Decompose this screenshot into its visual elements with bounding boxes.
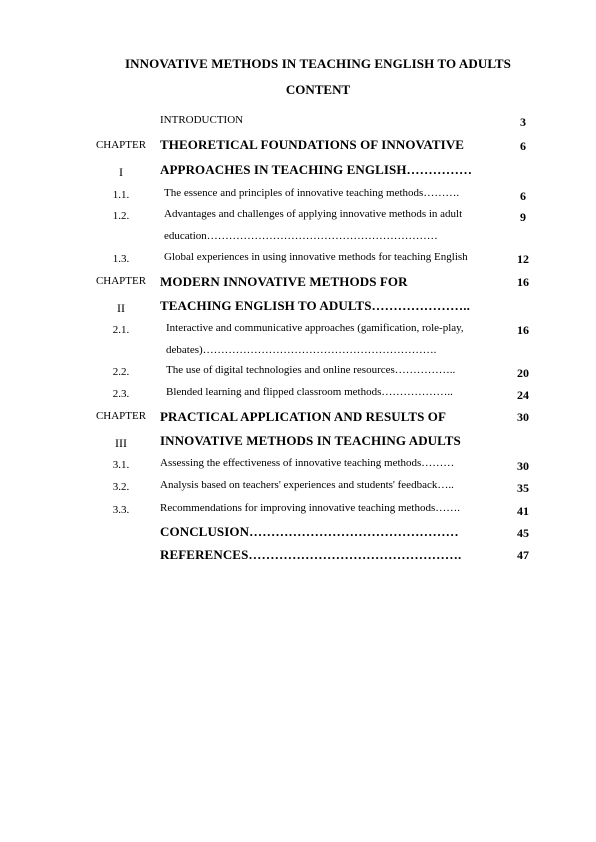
page-number-references: 47 [517,548,529,562]
chapter-label-1 [88,137,154,182]
toc-entry-references[interactable]: REFERENCES…………………………………………. [160,547,462,562]
chapter-numeral: III [115,436,127,450]
page-number-section-2-1: 16 [517,323,529,337]
toc-entry-section-1-2-line1[interactable]: Advantages and challenges of applying innovative methods in adult [164,208,463,220]
page-number-section-1-1: 6 [520,189,526,203]
toc-entry-section-2-1-line1[interactable]: Interactive and communicative approaches (gamification, role-play, [166,322,464,334]
page-number-introduction: 3 [520,115,526,129]
toc-entry-section-2-2[interactable]: The use of digital technologies and online resources…………….. [166,364,456,376]
page-number-section-2-2: 20 [517,366,529,380]
page-number-chapter-3: 30 [517,410,529,424]
toc-entry-section-2-1-line2[interactable]: debates)………………………………………………………. [166,344,437,356]
page-number-section-1-3: 12 [517,252,529,266]
page-number-section-2-3: 24 [517,388,529,402]
document-title: INNOVATIVE METHODS IN TEACHING ENGLISH TO ADULTS [124,56,511,71]
contents-heading: CONTENT [285,82,351,97]
toc-entry-chapter-2-line1[interactable]: MODERN INNOVATIVE METHODS FOR [160,274,408,289]
chapter-label-3 [88,408,154,453]
toc-entry-chapter-2-line2[interactable]: TEACHING ENGLISH TO ADULTS………………….. [160,298,470,313]
toc-entry-section-3-2[interactable]: Analysis based on teachers' experiences and students' feedback….. [160,479,454,491]
toc-entry-section-1-2-line2[interactable]: education……………………………………………………… [164,230,438,242]
toc-entry-introduction[interactable]: INTRODUCTION [160,114,244,126]
toc-entry-conclusion[interactable]: CONCLUSION………………………………………… [160,524,459,539]
toc-entry-section-1-1[interactable]: The essence and principles of innovative teaching methods………. [164,187,460,199]
section-number-1-3: 1.3. [112,253,130,265]
section-number-2-3: 2.3. [112,388,130,400]
chapter-word: CHAPTER [95,275,147,287]
chapter-word: CHAPTER [95,139,147,151]
section-number-1-2: 1.2. [112,210,130,222]
section-number-2-1: 2.1. [112,324,130,336]
toc-entry-chapter-3-line1[interactable]: PRACTICAL APPLICATION AND RESULTS OF [160,409,447,424]
toc-entry-section-3-3[interactable]: Recommendations for improving innovative teaching methods……. [160,502,460,514]
page-number-conclusion: 45 [517,526,529,540]
section-number-1-1: 1.1. [112,189,130,201]
toc-entry-section-2-3[interactable]: Blended learning and flipped classroom methods……………….. [166,386,453,398]
page-number-section-3-2: 35 [517,481,529,495]
toc-entry-chapter-1-line2[interactable]: APPROACHES IN TEACHING ENGLISH…………… [160,162,473,177]
chapter-label-2 [88,273,154,318]
page-number-chapter-2: 16 [517,275,529,289]
chapter-numeral: I [119,165,123,179]
section-number-2-2: 2.2. [112,366,130,378]
page-number-section-3-1: 30 [517,459,529,473]
page-number-chapter-1: 6 [520,139,526,153]
toc-entry-section-1-3[interactable]: Global experiences in using innovative methods for teaching English [164,251,468,263]
section-number-3-2: 3.2. [112,481,130,493]
toc-entry-chapter-1-line1[interactable]: THEORETICAL FOUNDATIONS OF INNOVATIVE [160,137,465,152]
toc-entry-chapter-3-line2[interactable]: INNOVATIVE METHODS IN TEACHING ADULTS [160,433,461,448]
toc-entry-section-3-1[interactable]: Assessing the effectiveness of innovative teaching methods……… [160,457,455,469]
page-number-section-1-2: 9 [520,210,526,224]
chapter-numeral: II [117,301,125,315]
chapter-word: CHAPTER [95,410,147,422]
page-number-section-3-3: 41 [517,504,529,518]
section-number-3-3: 3.3. [112,504,130,516]
section-number-3-1: 3.1. [112,459,130,471]
